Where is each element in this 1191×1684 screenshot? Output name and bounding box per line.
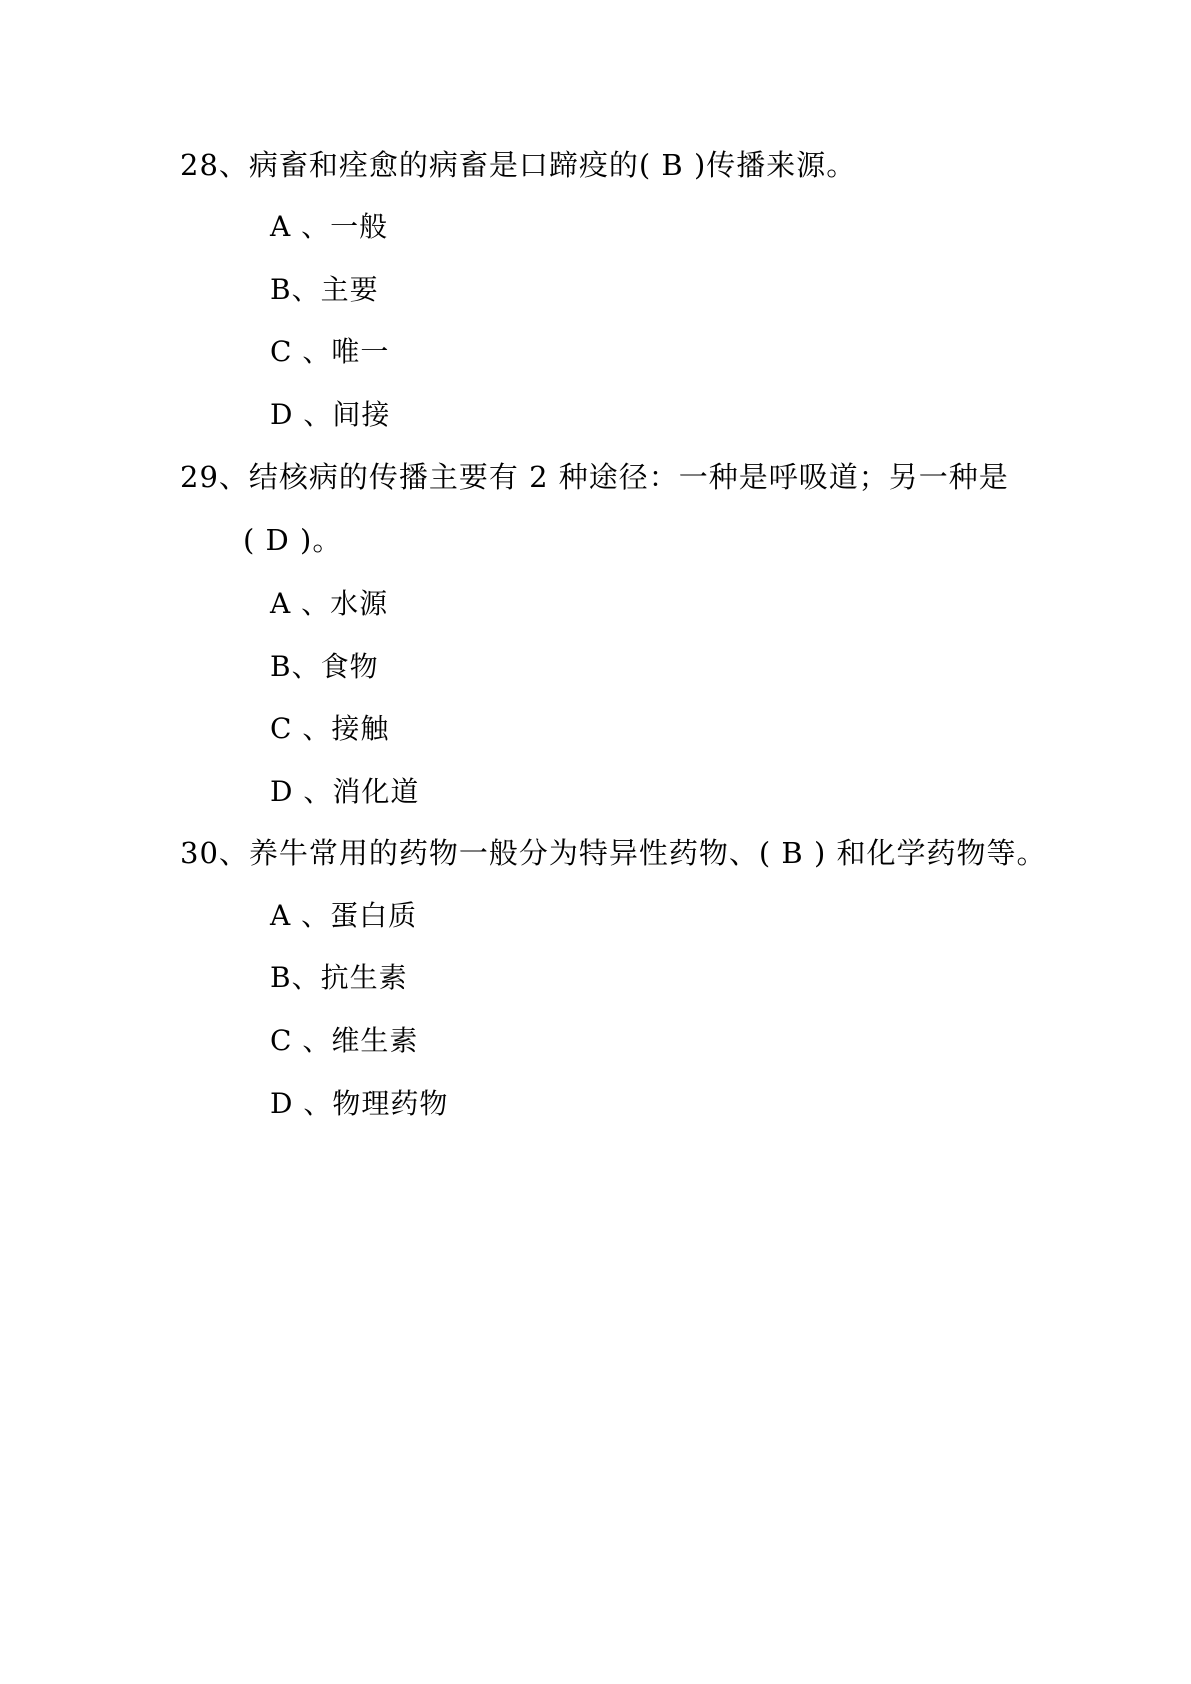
- question-29-option-c: C 、接触: [270, 712, 390, 745]
- question-28-option-a: A 、一般: [270, 210, 389, 243]
- question-28-option-d: D 、间接: [270, 398, 391, 431]
- question-29-option-a: A 、水源: [270, 587, 389, 620]
- question-28-option-b: B、主要: [270, 273, 379, 306]
- question-29-option-d: D 、消化道: [270, 775, 420, 808]
- question-30-option-a: A 、蛋白质: [270, 899, 418, 932]
- question-28: 28、病畜和痊愈的病畜是口蹄疫的( B )传播来源。: [180, 148, 857, 182]
- question-29-continuation: ( D )。: [243, 523, 343, 557]
- question-30-option-d: D 、物理药物: [270, 1087, 449, 1120]
- question-29-option-b: B、食物: [270, 650, 379, 683]
- question-30: 30、养牛常用的药物一般分为特异性药物、( B ) 和化学药物等。: [180, 836, 1047, 870]
- question-28-option-c: C 、唯一: [270, 335, 390, 368]
- question-30-option-c: C 、维生素: [270, 1024, 419, 1057]
- question-30-option-b: B、抗生素: [270, 961, 408, 994]
- question-29: 29、结核病的传播主要有 2 种途径：一种是呼吸道；另一种是: [180, 460, 1009, 494]
